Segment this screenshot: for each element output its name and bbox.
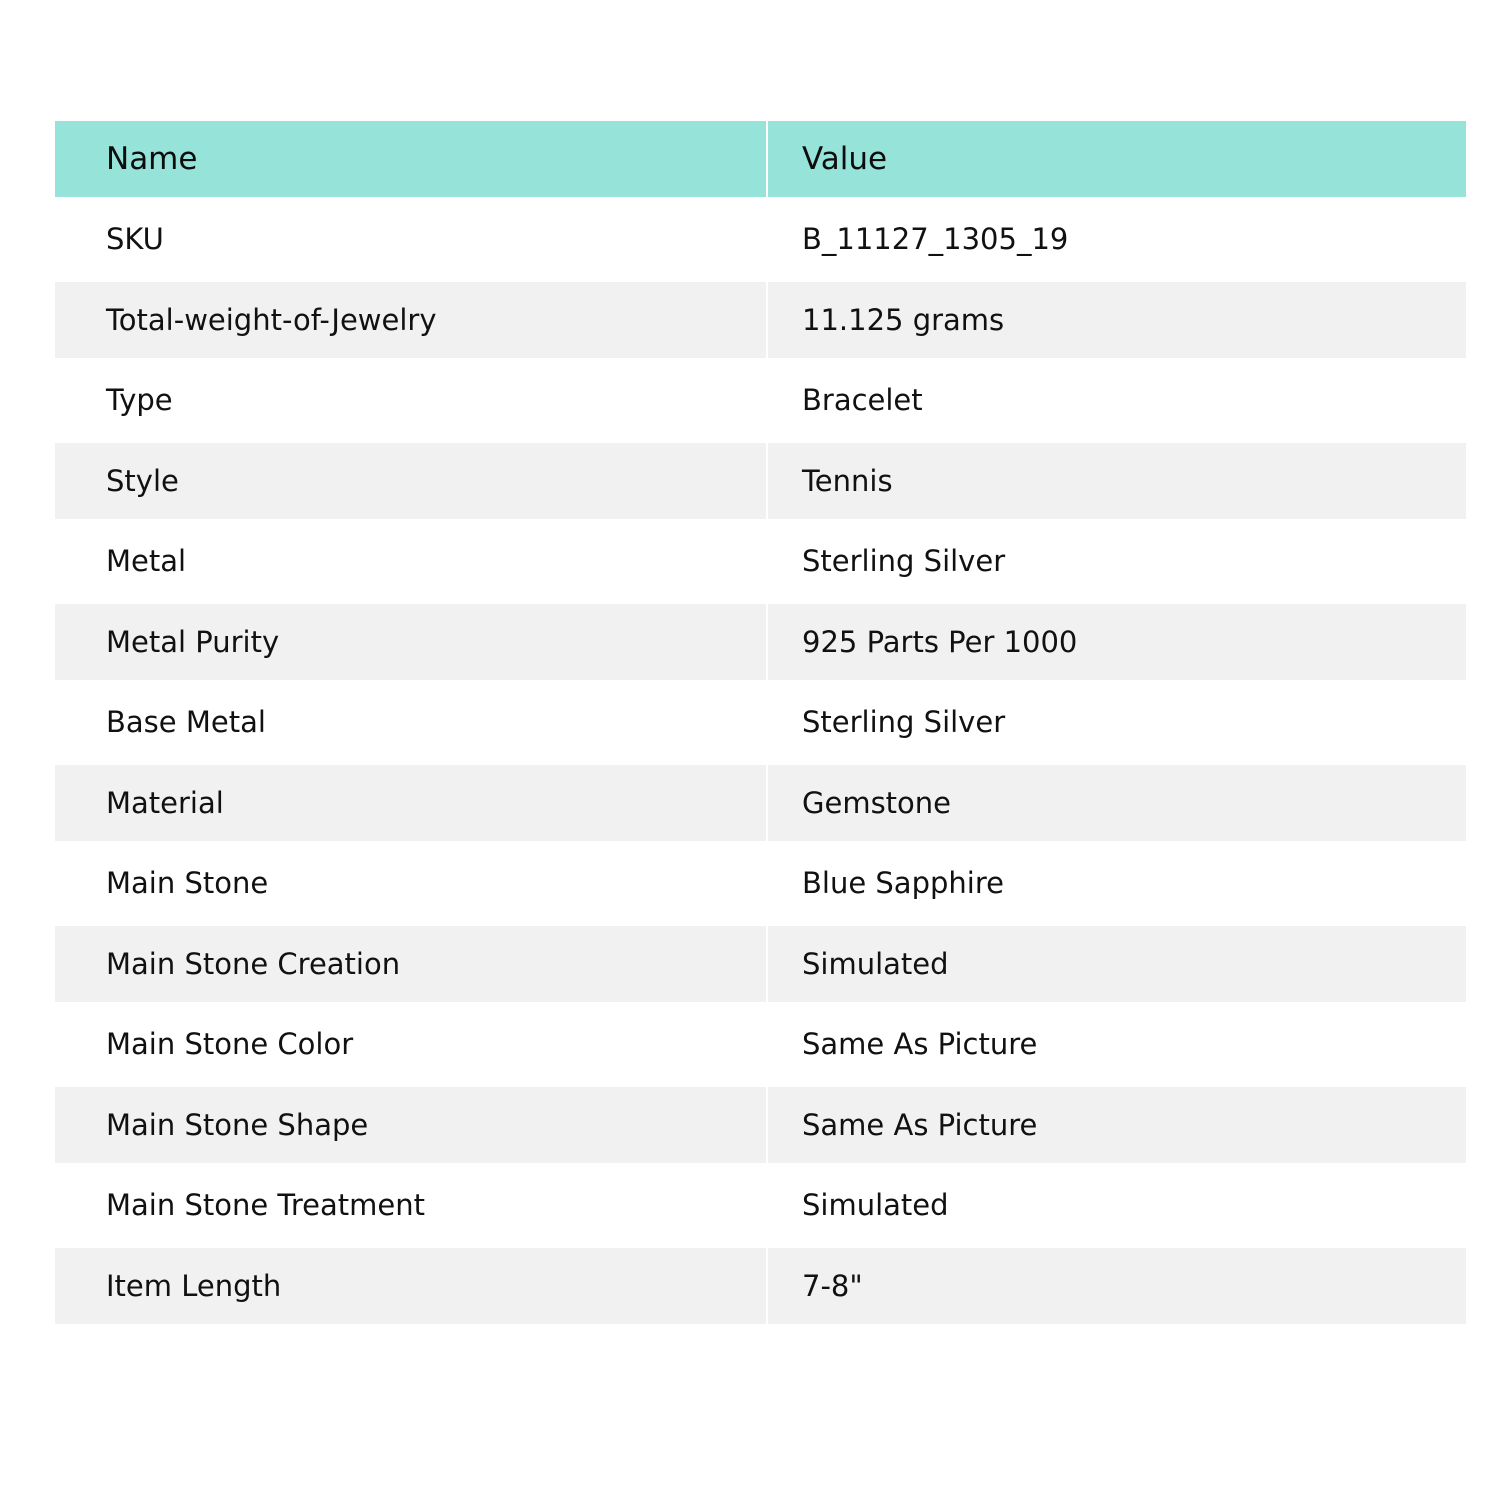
row-name-cell: Main Stone Shape bbox=[55, 1087, 766, 1163]
row-name-cell: Base Metal bbox=[55, 680, 766, 765]
column-header-name: Name bbox=[55, 121, 766, 197]
row-value-cell: Gemstone bbox=[768, 765, 1466, 841]
row-value-cell: Simulated bbox=[768, 1163, 1466, 1248]
row-value-cell: Sterling Silver bbox=[768, 519, 1466, 604]
column-header-value: Value bbox=[768, 121, 1466, 197]
row-name-cell: Main Stone Creation bbox=[55, 926, 766, 1002]
row-name-cell: Metal bbox=[55, 519, 766, 604]
row-name-cell: Style bbox=[55, 443, 766, 519]
row-name-cell: Main Stone bbox=[55, 841, 766, 926]
row-name-cell: Main Stone Color bbox=[55, 1002, 766, 1087]
row-name-cell: Metal Purity bbox=[55, 604, 766, 680]
row-value-cell: Simulated bbox=[768, 926, 1466, 1002]
row-value-cell: 925 Parts Per 1000 bbox=[768, 604, 1466, 680]
row-name-cell: Item Length bbox=[55, 1248, 766, 1324]
row-name-cell: Main Stone Treatment bbox=[55, 1163, 766, 1248]
table-row bbox=[55, 1002, 1466, 1087]
table-header-row bbox=[55, 121, 1466, 197]
table-row bbox=[55, 1248, 1466, 1324]
table-row bbox=[55, 197, 1466, 282]
table-row bbox=[55, 358, 1466, 443]
row-name-cell: SKU bbox=[55, 197, 766, 282]
table-row bbox=[55, 841, 1466, 926]
table-row bbox=[55, 765, 1466, 841]
row-value-cell: Sterling Silver bbox=[768, 680, 1466, 765]
table-row bbox=[55, 926, 1466, 1002]
table-row bbox=[55, 282, 1466, 358]
row-value-cell: Tennis bbox=[768, 443, 1466, 519]
row-name-cell: Material bbox=[55, 765, 766, 841]
table-row bbox=[55, 604, 1466, 680]
table-row bbox=[55, 680, 1466, 765]
row-name-cell: Type bbox=[55, 358, 766, 443]
row-value-cell: Same As Picture bbox=[768, 1087, 1466, 1163]
row-value-cell: Blue Sapphire bbox=[768, 841, 1466, 926]
row-value-cell: 11.125 grams bbox=[768, 282, 1466, 358]
table-row bbox=[55, 1163, 1466, 1248]
row-name-cell: Total-weight-of-Jewelry bbox=[55, 282, 766, 358]
row-value-cell: Same As Picture bbox=[768, 1002, 1466, 1087]
table-row bbox=[55, 519, 1466, 604]
row-value-cell: B_11127_1305_19 bbox=[768, 197, 1466, 282]
row-value-cell: 7-8" bbox=[768, 1248, 1466, 1324]
table-row bbox=[55, 1087, 1466, 1163]
specifications-table bbox=[55, 121, 1466, 1324]
table-row bbox=[55, 443, 1466, 519]
row-value-cell: Bracelet bbox=[768, 358, 1466, 443]
